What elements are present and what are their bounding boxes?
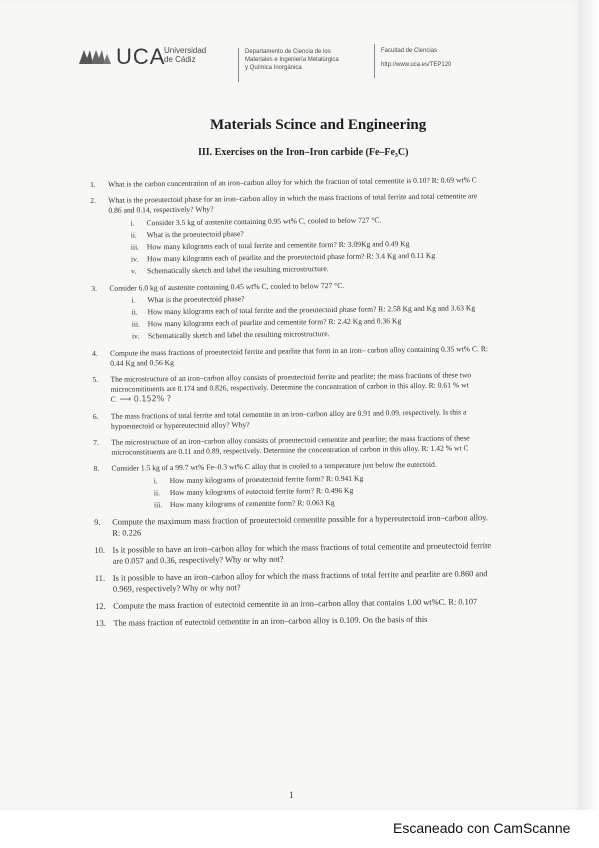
document-title: Materials Scince and Engineering <box>210 117 427 133</box>
exercise-number: 13. <box>95 619 106 629</box>
exercise-item <box>94 512 492 539</box>
exercise-number: 10. <box>94 546 106 556</box>
exercise-text: The mass fraction of eutectoid cementite in an iron–carbon alloy is 0.109. On the basis of this <box>113 615 428 629</box>
exercise-number: 4. <box>92 348 98 358</box>
letterhead <box>78 44 518 80</box>
exercise-number: 9. <box>94 518 101 528</box>
sub-question-number: iii. <box>131 319 141 329</box>
sub-question-number: ii. <box>153 488 161 498</box>
exercise-text: The microstructure of an iron–carbon alloy consists of proeutectoid ferrite and pearlite; the mass fractions of these two microconstituents are 0.174 and 0.826, respectively. Determine the concentration of carbon in this alloy. R: 0.61 % wt C <box>110 370 472 405</box>
handwritten-note: ⟶ 0.152% ? <box>119 394 172 405</box>
exercise-text: The mass fractions of total ferrite and total cementite in an iron–carbon alloy are 0.91 and 0.09, respectively. Is this a hypoeutectoid or hypereutectoid alloy? Why? <box>110 407 467 431</box>
sub-question-text: How many kilograms of cementite form? R: 0.063 Kg <box>169 498 335 510</box>
exercise-text: Compute the mass fraction of eutectoid cementite in an iron–carbon alloy that contains 1.00 wt%C. R: 0.107 <box>113 597 478 612</box>
sub-question-text: Schematically sketch and label the resulting microstructure. <box>147 329 330 341</box>
sub-question-text: What is the proeutectoid phase? <box>147 293 245 305</box>
sub-question-text: What is the proeutectoid phase? <box>146 228 244 240</box>
sub-question-number: iii. <box>153 500 163 510</box>
sub-question-text: Consider 3.5 kg of austenite containing 0.95 wt% C, cooled to below 727 °C. <box>146 215 382 227</box>
sub-question-text: How many kilograms of eutectoid ferrite form? R: 0.496 Kg <box>169 485 354 497</box>
section-subtitle: III. Exercises on the Iron–Iron carbide (Fe–Fe₃C) <box>198 147 409 158</box>
exercise-number: 12. <box>95 602 106 612</box>
faculty-url: http://www.uca.es/TEP120 <box>381 62 452 68</box>
exercise-text: Compute the mass fractions of proeutectoid ferrite and pearlite that form in an iron– carbon alloy containing 0.35 wt% C. R: 0.44 Kg and 0.56 Kg <box>110 343 489 368</box>
sub-question <box>110 328 490 343</box>
exercise-item <box>90 191 489 277</box>
page-number: 1 <box>289 790 294 800</box>
scanner-watermark: Escaneado con CamScanne <box>393 820 571 836</box>
exercise-item <box>95 613 493 629</box>
uca-wave-icon <box>78 46 112 68</box>
sub-question-number: i. <box>153 475 158 485</box>
exercise-item <box>95 568 493 595</box>
sub-question-text: Schematically sketch and label the resulting microstructure. <box>147 264 329 276</box>
exercise-item <box>92 370 490 405</box>
exercise-item <box>93 433 491 458</box>
exercise-text: The microstructure of an iron–carbon alloy consists of proeutectoid cementite and pearlite; the mass fractions of these microconstituents are 0.11 and 0.89, respectively. Determine the concentration of carbon in this alloy. R: 1.42 % wt C <box>111 433 470 458</box>
sub-question-number: ii. <box>131 307 138 317</box>
sub-question-text: How many kilograms each of total ferrite and the proeutectoid phase form? R: 2.58 Kg and Kg and 3.63 Kg <box>147 303 476 317</box>
exercise-item <box>93 460 492 512</box>
department-name: Departamento de Ciencia de los Materiales e Ingeniería Metalúrgica y Química Inorgánica <box>238 48 339 82</box>
sub-question-number: i. <box>131 295 136 305</box>
exercise-number: 6. <box>92 411 99 421</box>
sub-question-text: How many kilograms each of pearlite and the proeutectoid phase form? R: 3.4 Kg and 0.11 Kg <box>146 251 436 264</box>
exercise-number: 11. <box>94 574 106 584</box>
uca-logo <box>78 44 165 70</box>
page-edge <box>580 0 599 810</box>
exercise-item <box>94 540 492 567</box>
sub-question-text: How many kilograms each of total ferrite and cementite form? R: 3.09Kg and 0.49 Kg <box>146 239 410 252</box>
sub-question-text: How many kilograms each of pearlite and cementite form? R: 2.42 Kg and 0.36 Kg <box>147 316 402 329</box>
exercise-text: Consider 6.0 kg of austenite containing 0.45 wt% C, cooled to below 727 °C. <box>109 280 345 293</box>
sub-question-text: How many kilograms of proeutectoid ferrite form? R: 0.941 Kg <box>169 473 364 485</box>
sub-question <box>109 263 489 278</box>
sub-question-number: iv. <box>130 254 139 264</box>
exercise-text: Is it possible to have an iron–carbon alloy for which the mass fractions of total cementite and proeutectoid ferrite are 0.057 and 0.36, respectively? Why or why not? <box>112 541 492 567</box>
exercise-number: 7. <box>93 437 99 448</box>
sub-question-number: v. <box>131 266 137 276</box>
exercise-item <box>93 407 491 432</box>
logo-text: UCA <box>116 44 166 69</box>
faculty-info: Facultad de Ciencias http://www.uca.es/TEP120 <box>374 44 451 78</box>
university-name: Universidad de Cádiz <box>164 46 207 64</box>
exercise-text: Compute the maximum mass fraction of proeutectoid cementite possible for a hypereutectoid iron–carbon alloy. R: 0.226 <box>112 513 488 539</box>
exercise-item <box>92 344 490 369</box>
exercise-number: 3. <box>91 283 98 293</box>
exercise-number: 1. <box>90 179 96 189</box>
exercise-text: Consider 1.5 kg of a 99.7 wt% Fe–0.3 wt% C alloy that is cooled to a temperature just below the eutectoid. <box>111 460 437 474</box>
exercise-number: 5. <box>92 374 99 385</box>
sub-question <box>112 496 492 511</box>
exercise-list <box>90 175 494 635</box>
exercise-text: What is the proeutectoid phase for an iron–carbon alloy in which the mass fractions of total ferrite and total cementite are 0.86 and 0.14, respectively? Why? <box>108 191 478 216</box>
exercise-number: 8. <box>93 464 100 474</box>
exercise-item <box>90 175 488 190</box>
sub-question-number: ii. <box>130 230 137 240</box>
exercise-number: 2. <box>90 196 97 206</box>
sub-question-number: i. <box>130 218 135 228</box>
exercise-text: Is it possible to have an iron–carbon alloy for which the mass fractions of total ferrite and pearlite are 0.860 and 0.969, respectively? Why or why not? <box>112 569 488 595</box>
exercise-item <box>91 279 490 343</box>
exercise-item <box>95 596 493 612</box>
sub-question-number: iv. <box>131 331 140 341</box>
sub-question-number: iii. <box>130 242 140 252</box>
exercise-text: What is the carbon concentration of an iron–carbon alloy for which the fraction of total cementite is 0.10? R: 0.69 wt% C <box>107 175 477 189</box>
